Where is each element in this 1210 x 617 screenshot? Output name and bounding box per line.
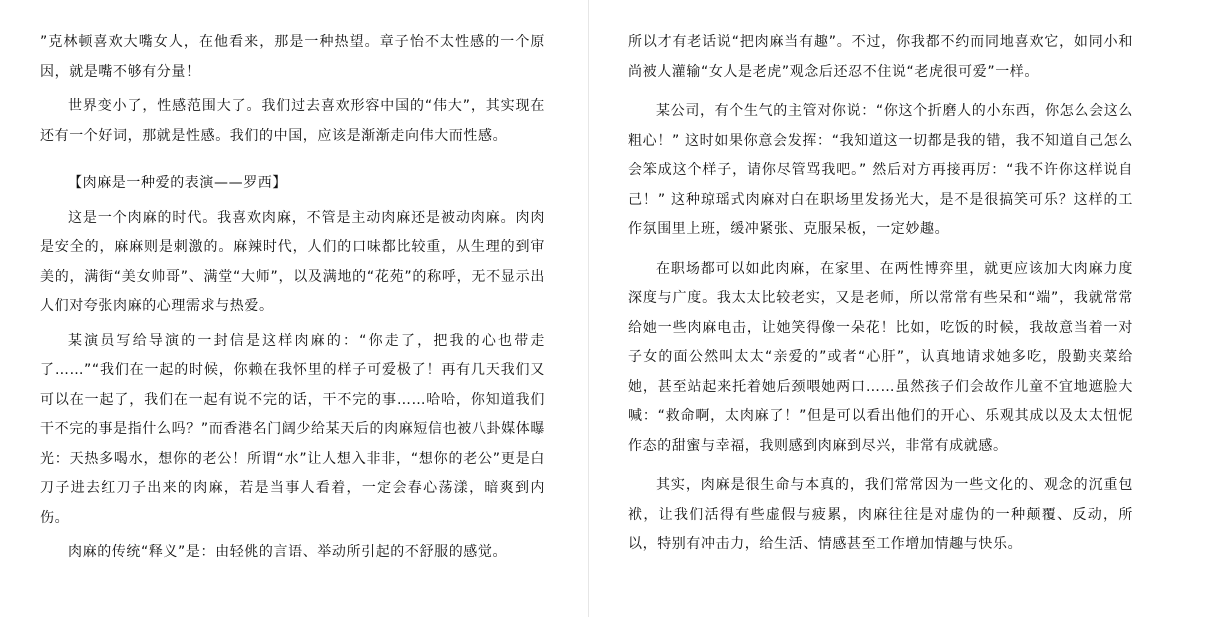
paragraph: 所以才有老话说“把肉麻当有趣”。不过，你我都不约而同地喜欢它，如同小和尚被人灌输“女人是老虎”观念后还忍不住说“老虎很可爱”一样。 [628,34,1133,80]
paragraph: 这是一个肉麻的时代。我喜欢肉麻，不管是主动肉麻还是被动肉麻。肉肉是安全的，麻麻则是刺激的。麻辣时代，人们的口味都比较重，从生理的到审美的，满街“美女帅哥”、满堂“大师”，以及满地的“花苑”的称呼，无不显示出人们对夸张肉麻的心理需求与热爱。 [40,209,545,314]
right-text-column [628,28,1133,565]
right-page [590,0,1210,617]
paragraph: 肉麻的传统“释义”是：由轻佻的言语、举动所引起的不舒服的感觉。 [68,544,508,560]
paragraph: 世界变小了，性感范围大了。我们过去喜欢形容中国的“伟大”，其实现在还有一个好词，那就是性感。我们的中国，应该是渐渐走向伟大而性感。 [40,98,545,144]
paragraph: 某公司，有个生气的主管对你说：“你这个折磨人的小东西，你怎么会这么粗心！” 这时如果你意会发挥：“我知道这一切都是我的错，我不知道自己怎么会笨成这个样子，请你尽管骂我吧。” 然后对方再接再厉：“我不许你这样说自己！” 这种琼瑶式肉麻对白在职场里发扬光大，是不是很搞笑可乐？这样的工作氛围里上班，缓冲紧张、克服呆板，一定妙趣。 [628,103,1133,237]
left-page [0,0,588,617]
paragraph: 在职场都可以如此肉麻，在家里、在两性博弈里，就更应该加大肉麻力度深度与广度。我太太比较老实，又是老师，所以常常有些呆和“端”，我就常常给她一些肉麻电击，让她笑得像一朵花！比如，吃饭的时候，我故意当着一对子女的面公然叫太太“亲爱的”或者“心肝”，认真地请求她多吃，殷勤夹菜给她，甚至站起来托着她后颈喂她两口……虽然孩子们会故作儿童不宜地遮脸大喊：“救命啊，太肉麻了！”但是可以看出他们的开心、乐观其成以及太太忸怩作态的甜蜜与幸福，我则感到肉麻到尽兴，非常有成就感。 [628,260,1133,454]
left-text-column [40,28,545,573]
paragraph: ”克林顿喜欢大嘴女人，在他看来，那是一种热望。章子怡不太性感的一个原因，就是嘴不够有分量！ [40,34,545,80]
paragraph: 其实，肉麻是很生命与本真的，我们常常因为一些文化的、观念的沉重包袱，让我们活得有些虚假与疲累，肉麻往往是对虚伪的一种颠覆、反动，所以，特别有冲击力，给生活、情感甚至工作增加情趣与快乐。 [628,477,1133,552]
section-title: 【肉麻是一种爱的表演——罗西】 [68,175,287,191]
paragraph: 某演员写给导演的一封信是这样肉麻的：“你走了，把我的心也带走了……”“我们在一起的时候，你赖在我怀里的样子可爱极了！再有几天我们又可以在一起了，我们在一起有说不完的话，干不完的事……哈哈，你知道我们干不完的事是指什么吗？”而香港名门阔少给某天后的肉麻短信也被八卦媒体曝光：天热多喝水，想你的老公！所谓“水”让人想入非非，“想你的老公”更是白刀子进去红刀子出来的肉麻，若是当事人看着，一定会春心荡漾，暗爽到内伤。 [40,332,545,526]
page-divider [588,0,589,617]
